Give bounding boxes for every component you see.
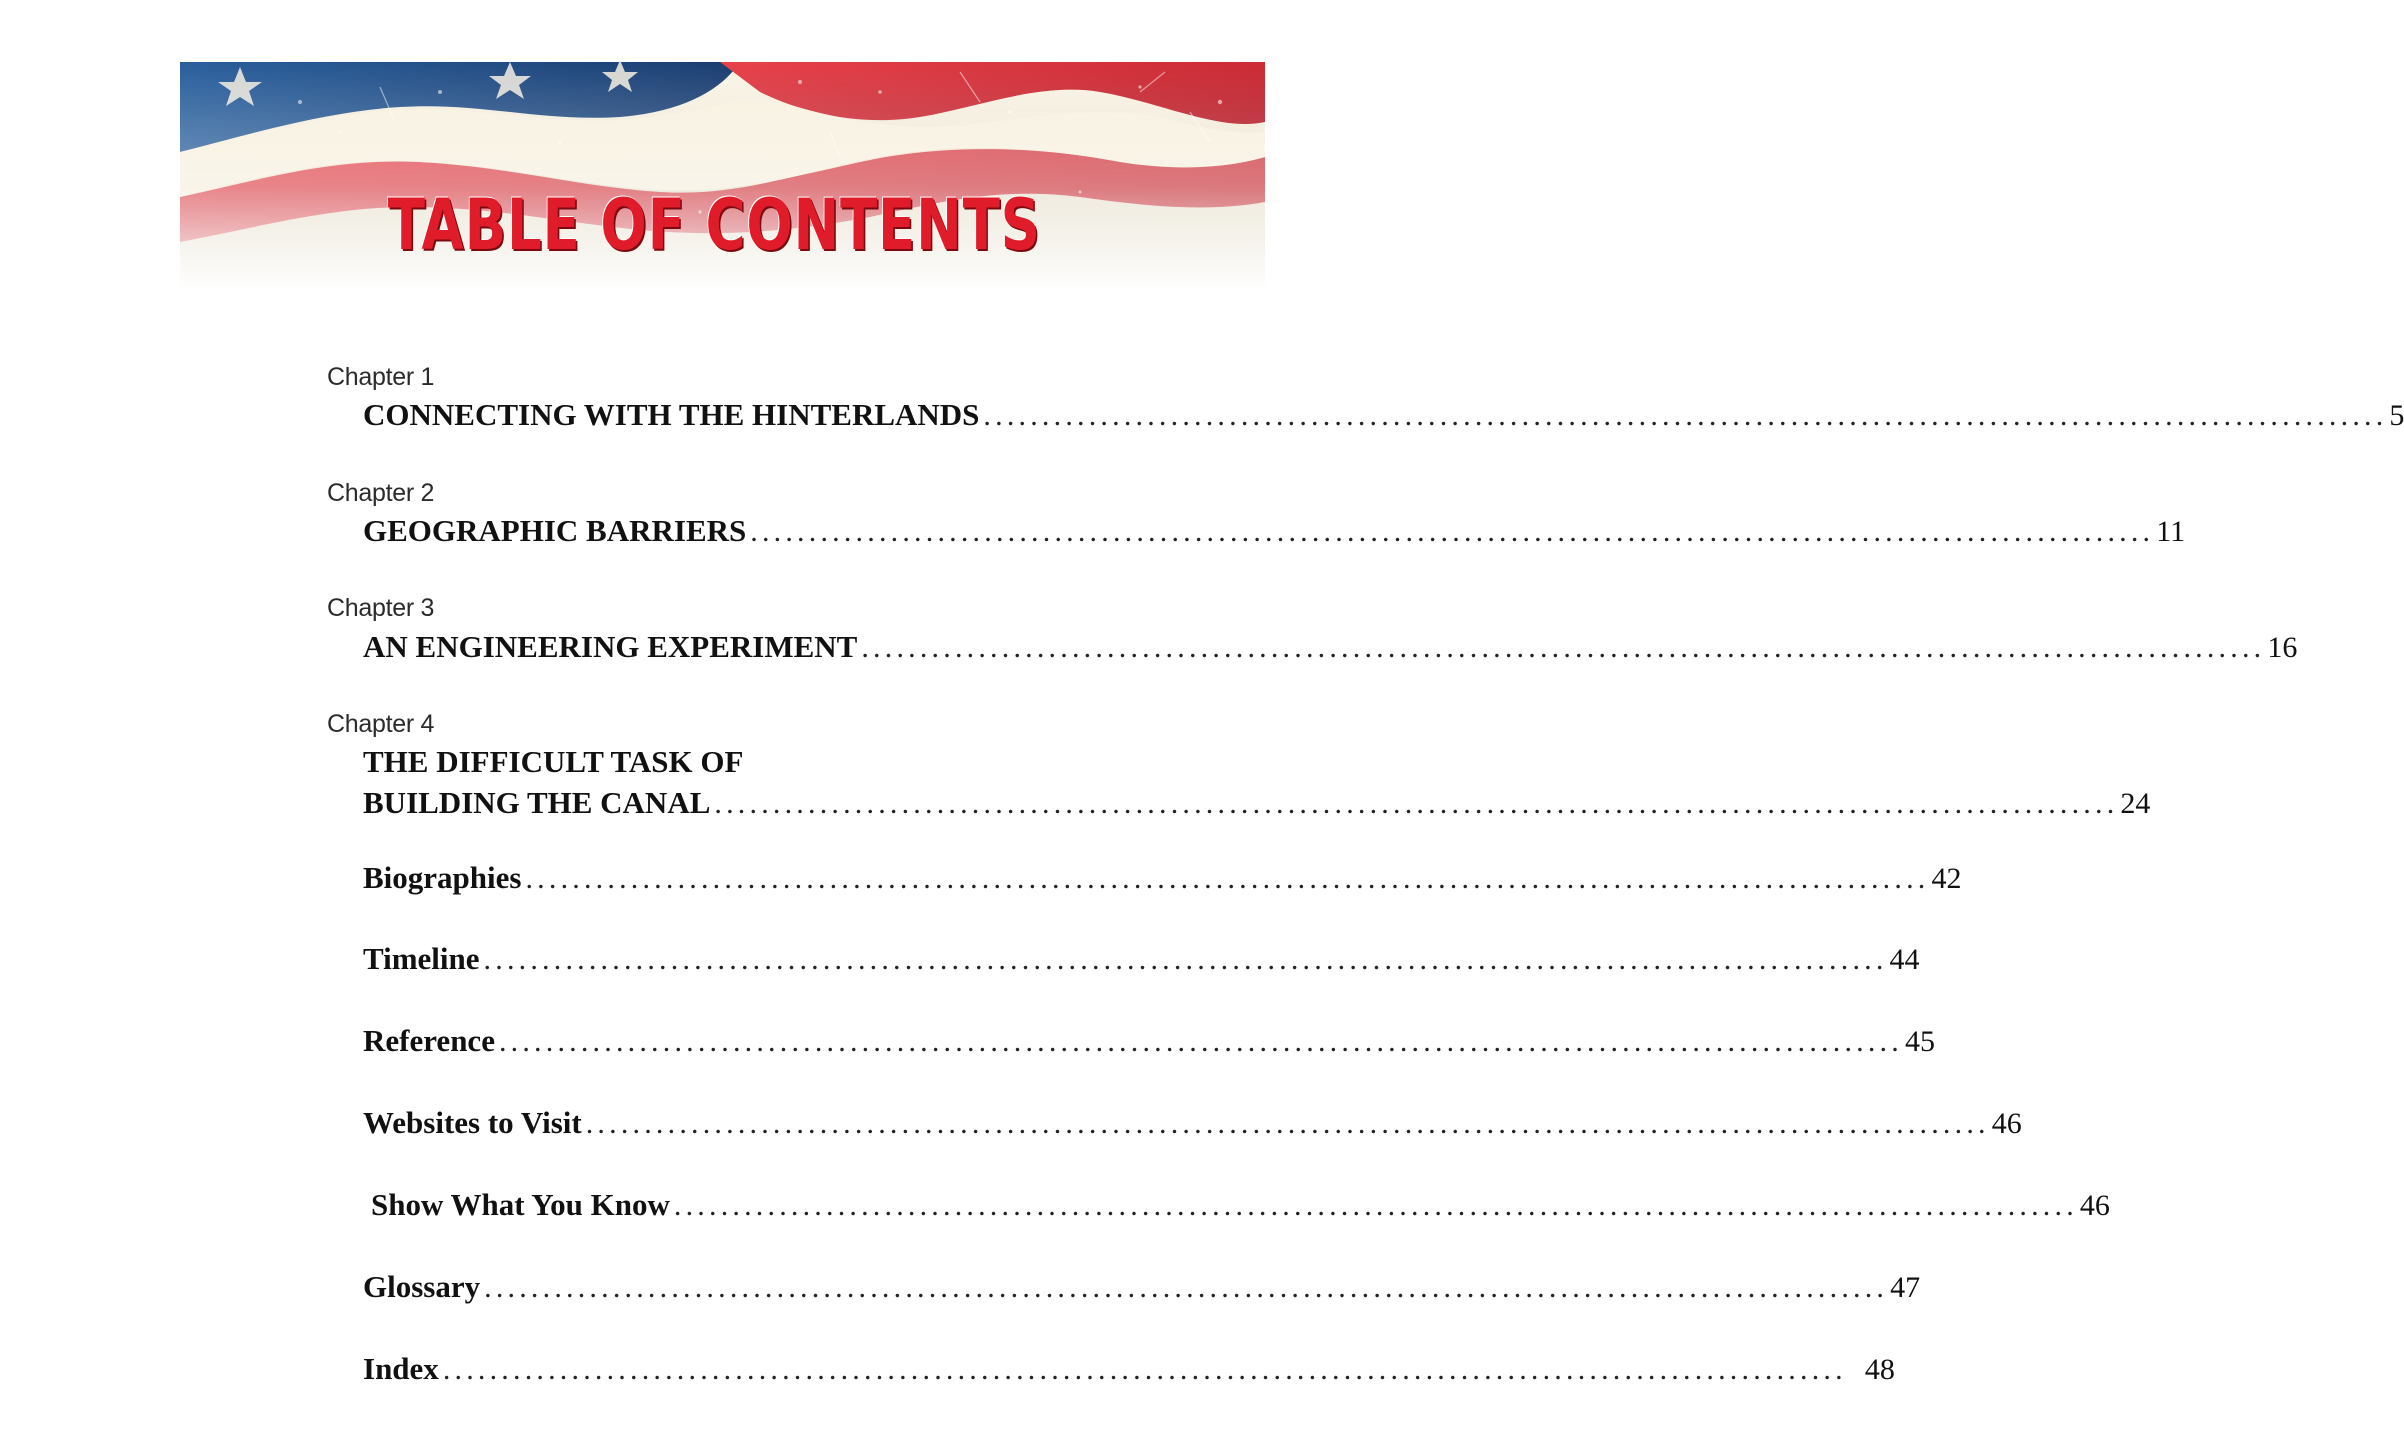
dot-leader: ........................................................................................................................ (750, 515, 2155, 548)
dot-leader: ........................................................................................................................ (714, 787, 2119, 820)
entry-title: Index (363, 1351, 439, 1386)
toc-entry-websites-to-visit[interactable] (363, 1105, 2022, 1140)
toc-entry-chapter-1[interactable] (363, 397, 2404, 432)
entry-title: Reference (363, 1023, 495, 1058)
toc-entry-timeline[interactable] (363, 941, 1920, 976)
dot-leader: ........................................................................................................................ (525, 862, 1930, 895)
toc-entry-chapter-2[interactable] (363, 513, 2186, 548)
page-number: 24 (2120, 787, 2151, 820)
toc-entry-chapter-4[interactable] (363, 785, 2151, 820)
toc-entry-glossary[interactable] (363, 1269, 1921, 1304)
page-number: 46 (1991, 1107, 2022, 1140)
page-number: 16 (2267, 631, 2298, 664)
chapter-label: Chapter 4 (327, 710, 435, 738)
page-title: TABLE OF CONTENTS (387, 184, 1041, 266)
toc-entry-reference[interactable] (363, 1023, 1935, 1058)
page-number: 42 (1931, 862, 1962, 895)
entry-title: GEOGRAPHIC BARRIERS (363, 513, 747, 548)
flag-banner (180, 62, 1265, 290)
chapter-label: Chapter 2 (327, 479, 435, 507)
entry-title: CONNECTING WITH THE HINTERLANDS (363, 397, 980, 432)
toc-entry-index[interactable] (363, 1351, 1895, 1386)
toc-entry-chapter-3[interactable] (363, 629, 2298, 664)
entry-title-line-1: THE DIFFICULT TASK OF (363, 744, 744, 779)
page-number: 48 (1864, 1353, 1895, 1386)
chapter-label: Chapter 1 (327, 363, 435, 391)
page-number: 11 (2156, 515, 2186, 548)
entry-title: Websites to Visit (363, 1105, 582, 1140)
dot-leader: ........................................................................................................................ (585, 1107, 1990, 1140)
dot-leader: ........................................................................................................................ (498, 1025, 1903, 1058)
dot-leader: ........................................................................................................................ (861, 631, 2266, 664)
dot-leader: ........................................................................................................................ (483, 943, 1888, 976)
toc-entry-biographies[interactable] (363, 860, 1962, 895)
page-number: 46 (2079, 1189, 2110, 1222)
page-number: 45 (1904, 1025, 1935, 1058)
dot-leader: ........................................................................................................................ (484, 1271, 1889, 1304)
dot-leader: ........................................................................................................................ (983, 399, 2388, 432)
entry-title: AN ENGINEERING EXPERIMENT (363, 629, 858, 664)
entry-title: Show What You Know (371, 1187, 670, 1222)
entry-title-line-2: BUILDING THE CANAL (363, 785, 711, 820)
page-number: 44 (1889, 943, 1920, 976)
dot-leader: ........................................................................................................................ (442, 1353, 1847, 1386)
entry-title: Glossary (363, 1269, 481, 1304)
dot-leader: ........................................................................................................................ (673, 1189, 2078, 1222)
entry-title: Biographies (363, 860, 522, 895)
entry-title: Timeline (363, 941, 480, 976)
toc-entry-show-what-you-know[interactable] (371, 1187, 2110, 1222)
chapter-label: Chapter 3 (327, 594, 435, 622)
page-number: 47 (1890, 1271, 1921, 1304)
page-number: 5 (2389, 399, 2404, 432)
